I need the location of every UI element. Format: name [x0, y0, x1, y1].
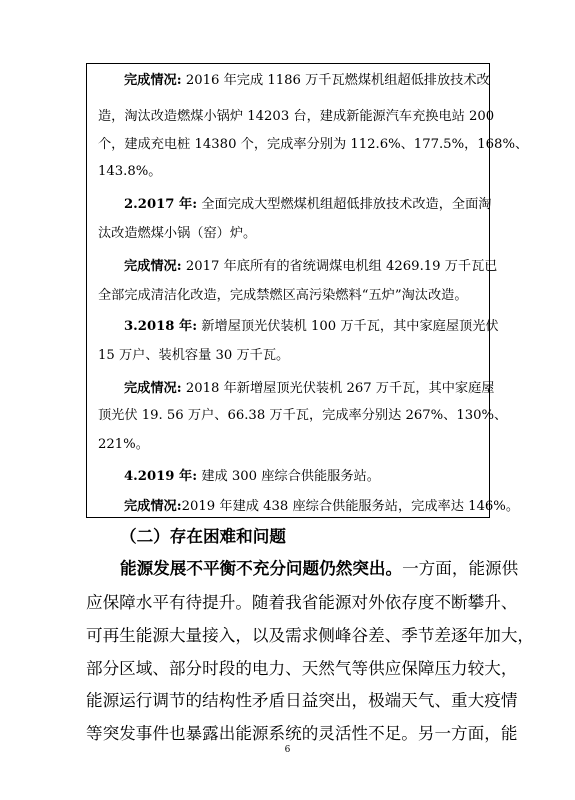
- box-line: 顶光伏 19. 56 万户、66.38 万千瓦，完成率分别达 267%、130%、: [98, 408, 508, 423]
- body-line: 应保障水平有待提升。随着我省能源对外依存度不断攀升、: [86, 593, 518, 612]
- box-line: 造，淘汰改造燃煤小锅炉 14203 台，建成新能源汽车充换电站 200: [98, 109, 495, 124]
- box-line: 完成情况: 2018 年新增屋顶光伏装机 267 万千瓦，其中家庭屋: [124, 381, 495, 396]
- box-line: 完成情况: 2016 年完成 1186 万千瓦燃煤机组超低排放技术改: [124, 73, 490, 88]
- box-line: 4.2019 年: 建成 300 座综合供能服务站。: [124, 469, 380, 484]
- body-line: 能源运行调节的结构性矛盾日益突出，极端天气、重大疫情: [86, 691, 518, 710]
- box-line: 个，建成充电桩 14380 个，完成率分别为 112.6%、177.5%，168%、: [98, 137, 529, 152]
- body-lead: 能源发展不平衡不充分问题仍然突出。: [120, 559, 403, 578]
- section-heading: （二）存在困难和问题: [120, 527, 286, 546]
- body-line: 等突发事件也暴露出能源系统的灵活性不足。另一方面，能: [86, 724, 518, 743]
- box-line: 完成情况: 2017 年底所有的省统调煤电机组 4269.19 万千瓦已: [124, 259, 498, 274]
- box-line: 221%。: [98, 437, 149, 452]
- box-line: 完成情况:2019 年建成 438 座综合供能服务站，完成率达 146%。: [124, 499, 520, 514]
- box-line: 15 万户、装机容量 30 万千瓦。: [98, 348, 290, 363]
- body-line: 可再生能源大量接入，以及需求侧峰谷差、季节差逐年加大，: [86, 626, 535, 645]
- box-line: 汰改造燃煤小锅（窑）炉。: [98, 226, 257, 241]
- box-line: 3.2018 年: 新增屋顶光伏装机 100 万千瓦，其中家庭屋顶光伏: [124, 319, 499, 334]
- box-line: 143.8%。: [98, 164, 162, 179]
- box-line: 2.2017 年: 全面完成大型燃煤机组超低排放技术改造，全面淘: [124, 197, 492, 212]
- body-line: 能源发展不平衡不充分问题仍然突出。一方面，能源供: [120, 559, 519, 578]
- body-line: 部分区域、部分时段的电力、天然气等供应保障压力较大，: [86, 659, 518, 678]
- page-number: 6: [284, 745, 291, 755]
- box-line: 全部完成清洁化改造，完成禁燃区高污染燃料“五炉”淘汰改造。: [98, 288, 468, 303]
